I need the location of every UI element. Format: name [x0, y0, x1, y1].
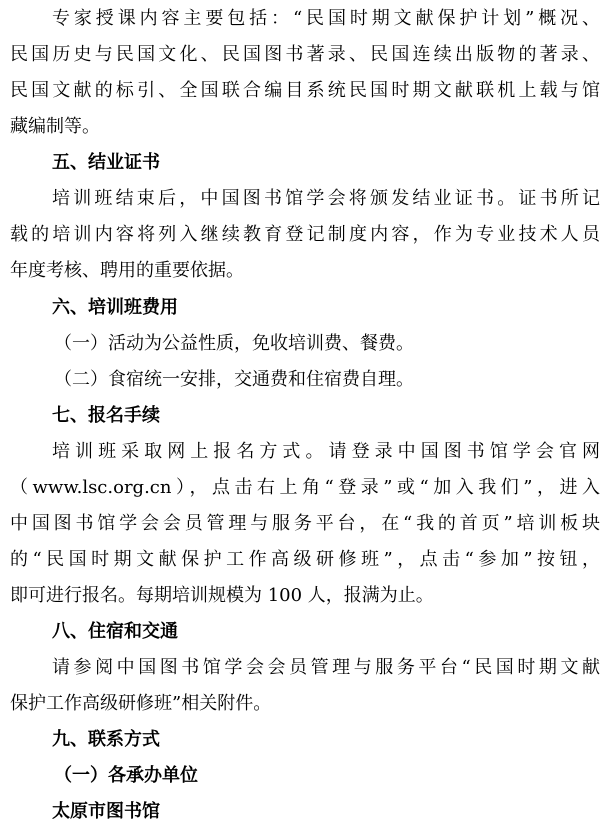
section-heading-contact: 九、联系方式 — [52, 729, 160, 750]
fee-item: （二）食宿统一安排，交通费和住宿费自理。 — [54, 369, 414, 390]
section-heading-accommodation: 八、住宿和交通 — [52, 621, 178, 642]
paragraph-line: 即可进行报名。每期培训规模为 100 人，报满为止。 — [10, 585, 434, 606]
section-heading-registration: 七、报名手续 — [52, 405, 160, 426]
subsection-heading: （一）各承办单位 — [54, 765, 198, 786]
section-heading-fees: 六、培训班费用 — [52, 297, 178, 318]
paragraph-line: 培训班结束后，中国图书馆学会将颁发结业证书。证书所记 — [52, 188, 600, 209]
paragraph-line: 的“民国时期文献保护工作高级研修班”，点击“参加”按钮， — [10, 549, 600, 570]
fee-item: （一）活动为公益性质，免收培训费、餐费。 — [54, 333, 414, 354]
intro-line: 民国历史与民国文化、民国图书著录、民国连续出版物的著录、 — [10, 44, 600, 65]
paragraph-line: 请参阅中国图书馆学会会员管理与服务平台“民国时期文献 — [52, 657, 600, 678]
paragraph-line: 培训班采取网上报名方式。请登录中国图书馆学会官网 — [52, 441, 600, 462]
paragraph-line: （www.lsc.org.cn），点击右上角“登录”或“加入我们”，进入 — [10, 477, 600, 498]
paragraph-line: 年度考核、聘用的重要依据。 — [10, 260, 244, 281]
section-heading-certificate: 五、结业证书 — [52, 152, 160, 173]
intro-line: 专家授课内容主要包括：“民国时期文献保护计划”概况、 — [52, 8, 600, 29]
organization-name: 太原市图书馆 — [52, 801, 160, 822]
paragraph-line: 保护工作高级研修班”相关附件。 — [10, 693, 272, 714]
paragraph-line: 载的培训内容将列入继续教育登记制度内容，作为专业技术人员 — [10, 224, 600, 245]
paragraph-line: 中国图书馆学会会员管理与服务平台，在“我的首页”培训板块 — [10, 513, 600, 534]
intro-line: 民国文献的标引、全国联合编目系统民国时期文献联机上载与馆 — [10, 80, 600, 101]
intro-line: 藏编制等。 — [10, 116, 100, 137]
